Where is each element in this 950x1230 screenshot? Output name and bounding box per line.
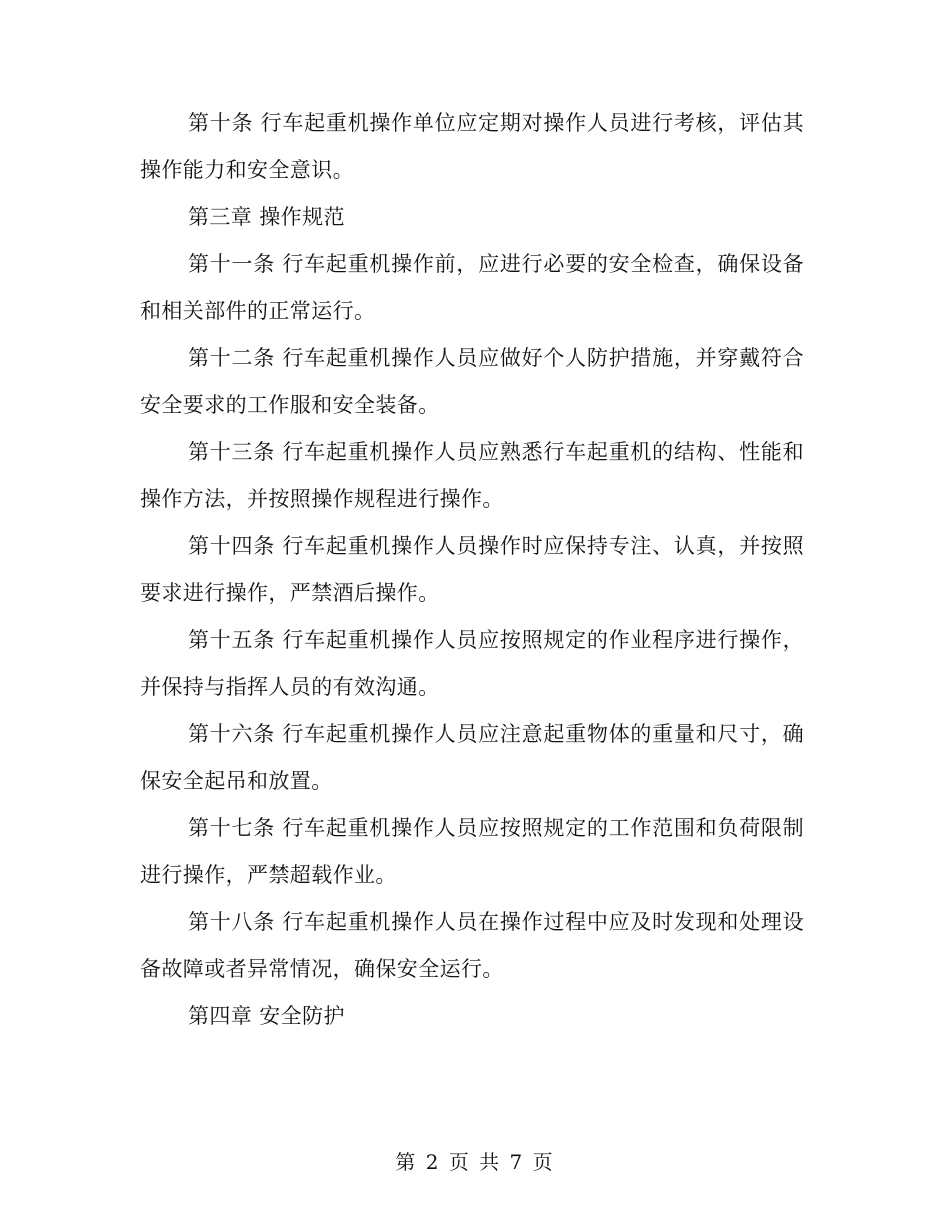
- article-12: 第十二条 行车起重机操作人员应做好个人防护措施，并穿戴符合安全要求的工作服和安全装备。: [140, 346, 804, 417]
- article-17: 第十七条 行车起重机操作人员应按照规定的工作范围和负荷限制进行操作，严禁超载作业。: [140, 816, 804, 887]
- article-14: 第十四条 行车起重机操作人员操作时应保持专注、认真，并按照要求进行操作，严禁酒后操作。: [140, 534, 804, 605]
- page-number-footer: 第 2 页 共 7 页: [395, 1150, 555, 1174]
- article-10: 第十条 行车起重机操作单位应定期对操作人员进行考核，评估其操作能力和安全意识。: [140, 111, 804, 182]
- chapter-3-heading: 第三章 操作规范: [188, 205, 345, 229]
- article-15: 第十五条 行车起重机操作人员应按照规定的作业程序进行操作，并保持与指挥人员的有效沟通。: [140, 628, 804, 699]
- document-body: [140, 100, 804, 1040]
- article-16: 第十六条 行车起重机操作人员应注意起重物体的重量和尺寸，确保安全起吊和放置。: [140, 722, 804, 793]
- article-11: 第十一条 行车起重机操作前，应进行必要的安全检查，确保设备和相关部件的正常运行。: [140, 252, 804, 323]
- chapter-4-heading: 第四章 安全防护: [188, 1004, 345, 1028]
- article-18: 第十八条 行车起重机操作人员在操作过程中应及时发现和处理设备故障或者异常情况，确保安全运行。: [140, 910, 804, 981]
- article-13: 第十三条 行车起重机操作人员应熟悉行车起重机的结构、性能和操作方法，并按照操作规程进行操作。: [140, 440, 804, 511]
